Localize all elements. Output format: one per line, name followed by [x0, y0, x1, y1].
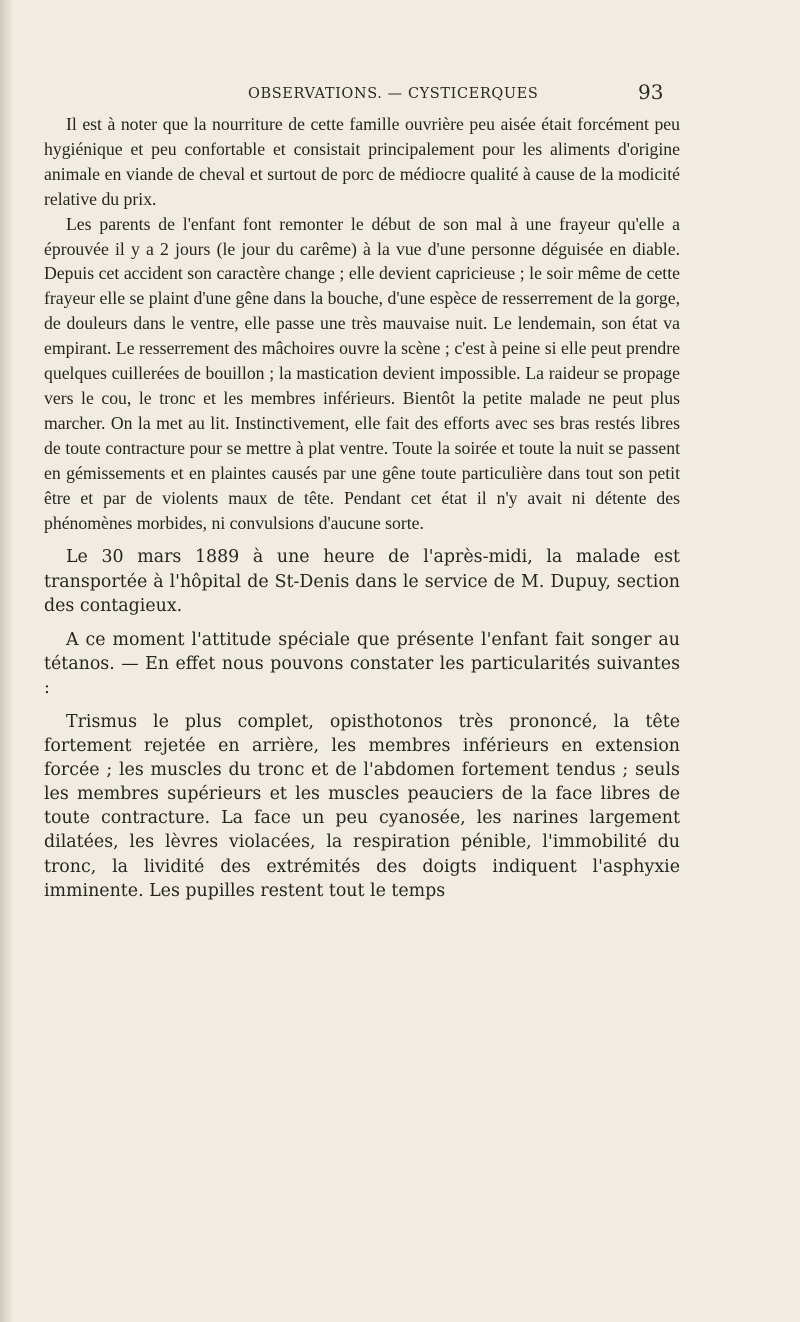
- page-number: 93: [638, 80, 664, 104]
- paragraph: Les parents de l'enfant font remonter le début de son mal à une frayeur qu'elle a éprouvée il y a 2 jours (le jour du carême) à la vue d'une personne déguisée en diable. Depuis cet accident son caractère change ; elle devient capricieuse ; le soir même de cette frayeur elle se plaint d'une gêne dans la bouche, d'une espèce de resserrement de la gorge, de douleurs dans le ventre, elle passe une très mauvaise nuit. Le lendemain, son état va empirant. Le resserrement des mâchoires ouvre la scène ; c'est à peine si elle peut prendre quelques cuillerées de bouillon ; la mastication devient impossible. La raideur se propage vers le cou, le tronc et les membres inférieurs. Bientôt la petite malade ne peut plus marcher. On la met au lit. Instinctivement, elle fait des efforts avec ses bras restés libres de toute contracture pour se mettre à plat ventre. Toute la soirée et toute la nuit se passent en gémissements et en plaintes causés par une gêne toute particulière dans tout son petit être et par de violents maux de tête. Pendant cet état il n'y avait ni détente des phénomènes morbides, ni convulsions d'aucune sorte.: [44, 213, 680, 533]
- paragraph: Il est à noter que la nourriture de cette famille ouvrière peu aisée était forcément peu hygiénique et peu confortable et consistait principalement pour les aliments d'origine animale en viande de cheval et surtout de porc de médiocre qualité à cause de la modicité relative du prix.: [44, 114, 680, 209]
- paragraph: Trismus le plus complet, opisthotonos très prononcé, la tête fortement rejetée en arrière, les membres inférieurs en extension forcée ; les muscles du tronc et de l'abdomen fortement tendus ; seuls les membres supérieurs et les muscles peauciers de la face libres de toute contracture. La face un peu cyanosée, les narines largement dilatées, les lèvres violacées, la respiration pénible, l'immobilité du tronc, la lividité des extrémités des doigts indiquent l'asphyxie imminente. Les pupilles restent tout le temps: [44, 711, 680, 901]
- paragraph: Le 30 mars 1889 à une heure de l'après-midi, la malade est transportée à l'hôpital de St-Denis dans le service de M. Dupuy, section des contagieux.: [44, 547, 680, 616]
- body-text: [44, 112, 680, 903]
- running-head: OBSERVATIONS. — CYSTICERQUES: [248, 86, 539, 102]
- paragraph: A ce moment l'attitude spéciale que présente l'enfant fait songer au tétanos. — En effet nous pouvons constater les particularités suivantes :: [44, 629, 680, 698]
